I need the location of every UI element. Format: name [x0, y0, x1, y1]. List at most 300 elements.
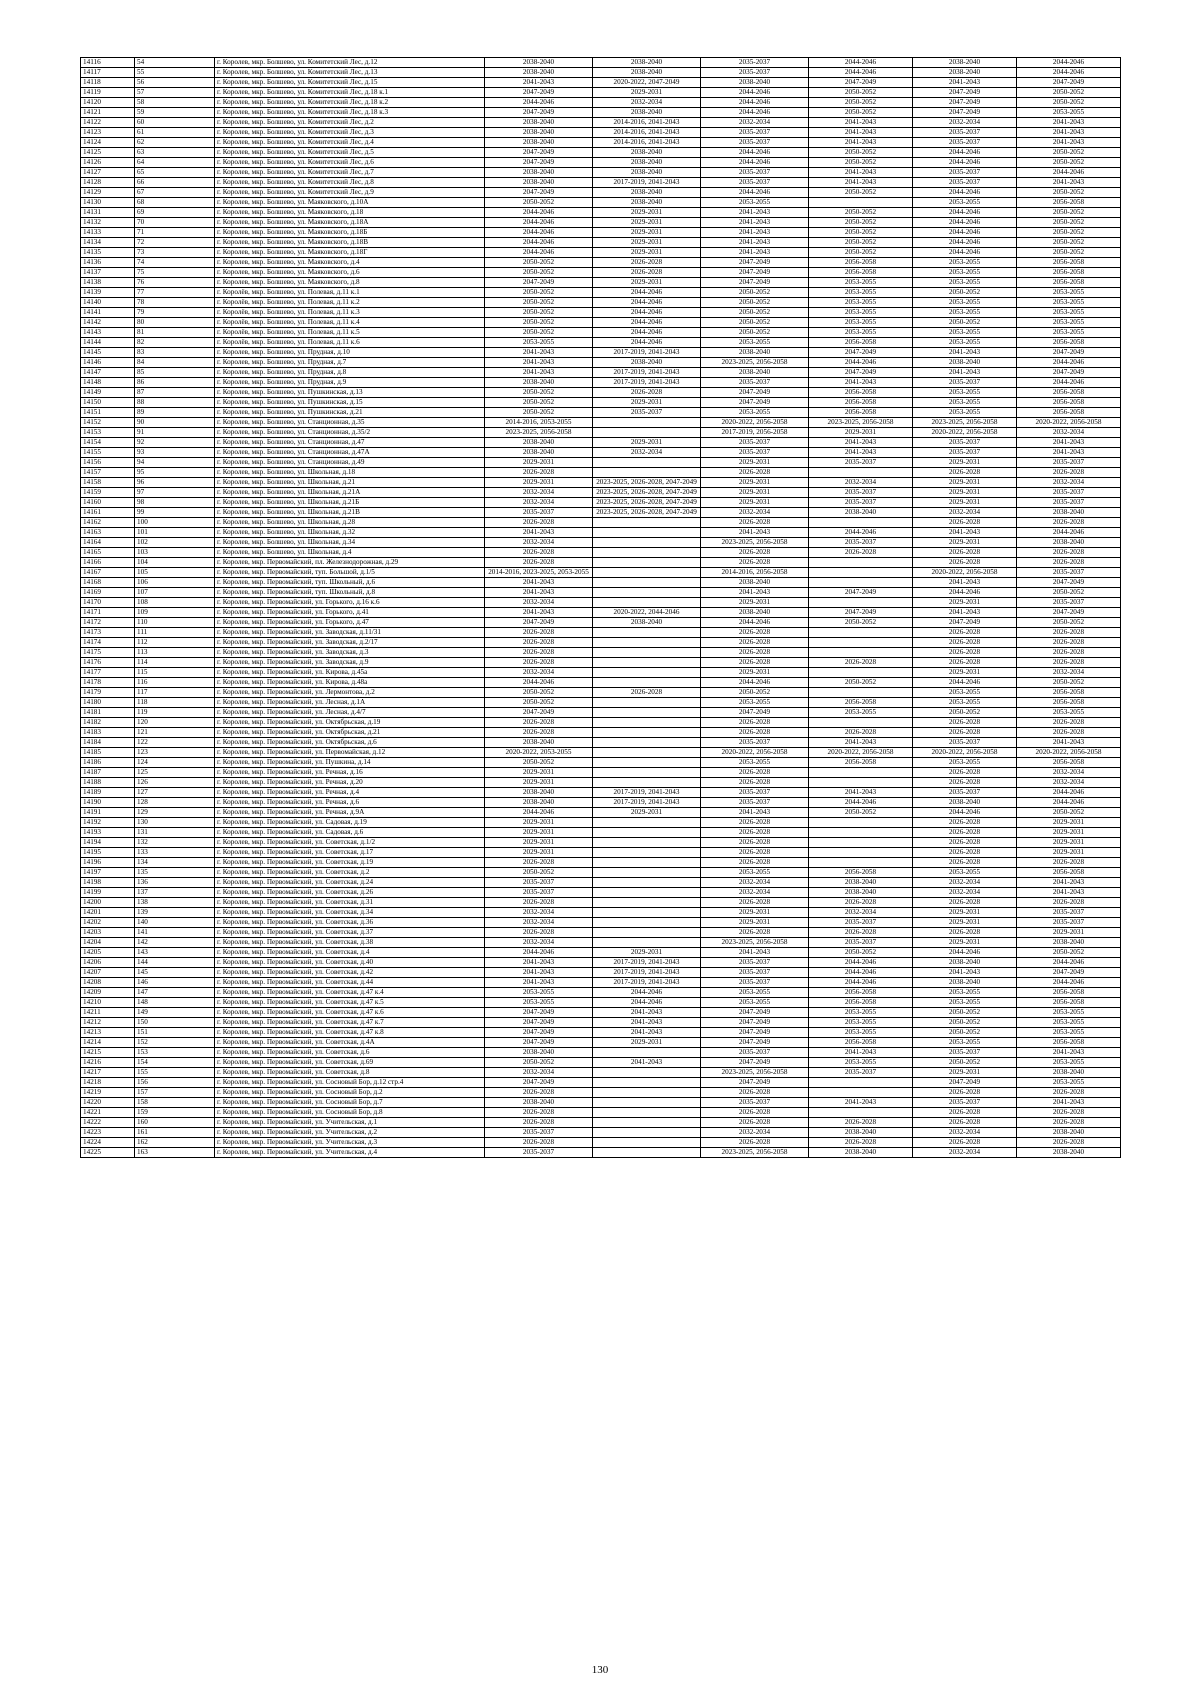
- table-row: [81, 1008, 1121, 1018]
- schedule-table-container: [80, 57, 1120, 1158]
- cell-period-4: 2050-2052: [809, 228, 913, 238]
- table-row: [81, 758, 1121, 768]
- cell-period-1: 2044-2046: [485, 98, 593, 108]
- cell-period-3: 2041-2043: [701, 528, 809, 538]
- cell-seq-no: 110: [135, 618, 215, 628]
- cell-period-1: 2047-2049: [485, 88, 593, 98]
- cell-period-2: 2014-2016, 2041-2043: [593, 138, 701, 148]
- cell-seq-no: 70: [135, 218, 215, 228]
- cell-period-5: 2032-2034: [913, 878, 1017, 888]
- table-row: [81, 578, 1121, 588]
- cell-period-5: 2044-2046: [913, 218, 1017, 228]
- cell-seq-no: 76: [135, 278, 215, 288]
- cell-period-3: 2053-2055: [701, 338, 809, 348]
- table-row: [81, 848, 1121, 858]
- cell-period-3: 2026-2028: [701, 648, 809, 658]
- table-row: [81, 178, 1121, 188]
- cell-period-2: 2017-2019, 2041-2043: [593, 788, 701, 798]
- cell-address: г. Королёв, мкр. Болшево, ул. Полевая, д.11 к.6: [215, 338, 485, 348]
- cell-period-3: 2020-2022, 2056-2058: [701, 418, 809, 428]
- cell-period-5: 2038-2040: [913, 798, 1017, 808]
- cell-address: г. Королев, мкр. Болшево, ул. Станционная, д.49: [215, 458, 485, 468]
- cell-address: г. Королев, мкр. Первомайский, ул. Советская, д.1/2: [215, 838, 485, 848]
- cell-row-id: 14178: [81, 678, 135, 688]
- cell-period-6: 2056-2058: [1017, 758, 1121, 768]
- cell-period-2: 2035-2037: [593, 408, 701, 418]
- cell-period-2: [593, 1148, 701, 1158]
- cell-period-3: 2044-2046: [701, 148, 809, 158]
- cell-period-3: 2035-2037: [701, 968, 809, 978]
- cell-seq-no: 155: [135, 1068, 215, 1078]
- cell-row-id: 14146: [81, 358, 135, 368]
- cell-period-6: 2053-2055: [1017, 318, 1121, 328]
- cell-seq-no: 135: [135, 868, 215, 878]
- cell-period-1: 2041-2043: [485, 348, 593, 358]
- cell-seq-no: 151: [135, 1028, 215, 1038]
- cell-address: г. Королев, мкр. Первомайский, ул. Советская, д.4А: [215, 1038, 485, 1048]
- cell-period-4: 2026-2028: [809, 928, 913, 938]
- table-row: [81, 598, 1121, 608]
- cell-row-id: 14206: [81, 958, 135, 968]
- cell-period-6: 2047-2049: [1017, 578, 1121, 588]
- cell-period-2: [593, 648, 701, 658]
- cell-period-3: 2029-2031: [701, 498, 809, 508]
- cell-period-1: 2050-2052: [485, 1058, 593, 1068]
- table-row: [81, 388, 1121, 398]
- cell-period-3: 2050-2052: [701, 318, 809, 328]
- cell-period-5: 2029-2031: [913, 1068, 1017, 1078]
- cell-seq-no: 97: [135, 488, 215, 498]
- cell-period-5: 2026-2028: [913, 828, 1017, 838]
- cell-seq-no: 75: [135, 268, 215, 278]
- cell-period-1: 2038-2040: [485, 138, 593, 148]
- cell-period-6: 2029-2031: [1017, 818, 1121, 828]
- cell-period-2: [593, 1078, 701, 1088]
- cell-period-4: 2032-2034: [809, 908, 913, 918]
- cell-period-1: 2038-2040: [485, 788, 593, 798]
- cell-row-id: 14189: [81, 788, 135, 798]
- cell-period-2: [593, 638, 701, 648]
- cell-seq-no: 158: [135, 1098, 215, 1108]
- table-row: [81, 98, 1121, 108]
- cell-period-6: 2053-2055: [1017, 298, 1121, 308]
- cell-period-2: 2014-2016, 2041-2043: [593, 118, 701, 128]
- cell-period-6: 2056-2058: [1017, 698, 1121, 708]
- cell-period-6: 2038-2040: [1017, 508, 1121, 518]
- cell-period-1: 2026-2028: [485, 1108, 593, 1118]
- cell-row-id: 14203: [81, 928, 135, 938]
- cell-seq-no: 163: [135, 1148, 215, 1158]
- cell-period-2: [593, 868, 701, 878]
- table-row: [81, 928, 1121, 938]
- table-row: [81, 1078, 1121, 1088]
- cell-period-3: 2026-2028: [701, 1108, 809, 1118]
- cell-period-3: 2044-2046: [701, 108, 809, 118]
- table-row: [81, 1048, 1121, 1058]
- cell-period-4: [809, 568, 913, 578]
- cell-period-5: 2044-2046: [913, 208, 1017, 218]
- cell-period-3: 2026-2028: [701, 1118, 809, 1128]
- cell-address: г. Королев, мкр. Первомайский, пл. Железнодорожная, д.29: [215, 558, 485, 568]
- cell-address: г. Королев, мкр. Первомайский, ул. Пушкина, д.14: [215, 758, 485, 768]
- table-row: [81, 288, 1121, 298]
- cell-period-3: 2053-2055: [701, 408, 809, 418]
- cell-period-6: 2026-2028: [1017, 628, 1121, 638]
- cell-period-5: 2038-2040: [913, 358, 1017, 368]
- cell-period-1: 2038-2040: [485, 1048, 593, 1058]
- cell-period-4: 2047-2049: [809, 588, 913, 598]
- cell-seq-no: 141: [135, 928, 215, 938]
- cell-address: г. Королев, мкр. Первомайский, ул. Советская, д.44: [215, 978, 485, 988]
- cell-period-5: 2044-2046: [913, 148, 1017, 158]
- cell-seq-no: 68: [135, 198, 215, 208]
- table-row: [81, 728, 1121, 738]
- cell-period-5: 2053-2055: [913, 268, 1017, 278]
- cell-period-4: [809, 468, 913, 478]
- cell-period-3: 2035-2037: [701, 128, 809, 138]
- cell-seq-no: 56: [135, 78, 215, 88]
- cell-period-2: [593, 518, 701, 528]
- cell-row-id: 14152: [81, 418, 135, 428]
- cell-seq-no: 127: [135, 788, 215, 798]
- cell-address: г. Королев, мкр. Первомайский, ул. Садовая, д.19: [215, 818, 485, 828]
- cell-period-4: 2050-2052: [809, 158, 913, 168]
- cell-row-id: 14151: [81, 408, 135, 418]
- cell-period-4: 2050-2052: [809, 148, 913, 158]
- cell-period-5: 2026-2028: [913, 628, 1017, 638]
- cell-period-1: 2035-2037: [485, 888, 593, 898]
- cell-period-5: 2026-2028: [913, 818, 1017, 828]
- cell-period-1: 2053-2055: [485, 998, 593, 1008]
- cell-period-3: 2023-2025, 2056-2058: [701, 938, 809, 948]
- cell-period-1: 2032-2034: [485, 908, 593, 918]
- cell-period-6: 2053-2055: [1017, 1008, 1121, 1018]
- cell-address: г. Королев, мкр. Болшево, ул. Комитетский Лес, д.7: [215, 168, 485, 178]
- cell-period-6: 2050-2052: [1017, 808, 1121, 818]
- cell-period-1: 2047-2049: [485, 618, 593, 628]
- cell-period-1: 2044-2046: [485, 678, 593, 688]
- cell-period-4: 2044-2046: [809, 528, 913, 538]
- cell-period-5: 2053-2055: [913, 388, 1017, 398]
- cell-period-2: 2014-2016, 2041-2043: [593, 128, 701, 138]
- cell-period-1: 2038-2040: [485, 1098, 593, 1108]
- cell-period-2: 2044-2046: [593, 998, 701, 1008]
- cell-period-2: [593, 828, 701, 838]
- cell-row-id: 14139: [81, 288, 135, 298]
- cell-period-3: 2032-2034: [701, 118, 809, 128]
- cell-period-3: 2026-2028: [701, 838, 809, 848]
- cell-row-id: 14149: [81, 388, 135, 398]
- cell-period-1: 2026-2028: [485, 718, 593, 728]
- cell-period-2: 2017-2019, 2041-2043: [593, 348, 701, 358]
- cell-address: г. Королев, мкр. Первомайский, ул. Кирова, д.48а: [215, 678, 485, 688]
- table-row: [81, 798, 1121, 808]
- cell-period-5: 2029-2031: [913, 918, 1017, 928]
- table-row: [81, 888, 1121, 898]
- cell-period-4: 2041-2043: [809, 128, 913, 138]
- cell-period-2: 2023-2025, 2026-2028, 2047-2049: [593, 488, 701, 498]
- cell-seq-no: 160: [135, 1118, 215, 1128]
- cell-period-1: 2035-2037: [485, 1128, 593, 1138]
- cell-period-1: 2050-2052: [485, 398, 593, 408]
- cell-seq-no: 153: [135, 1048, 215, 1058]
- cell-seq-no: 121: [135, 728, 215, 738]
- cell-seq-no: 142: [135, 938, 215, 948]
- cell-period-5: 2053-2055: [913, 298, 1017, 308]
- cell-row-id: 14122: [81, 118, 135, 128]
- cell-period-4: 2044-2046: [809, 978, 913, 988]
- cell-period-4: [809, 558, 913, 568]
- cell-period-5: 2050-2052: [913, 318, 1017, 328]
- cell-seq-no: 120: [135, 718, 215, 728]
- cell-period-4: 2053-2055: [809, 1028, 913, 1038]
- cell-address: г. Королев, мкр. Болшево, ул. Прудная, д.7: [215, 358, 485, 368]
- cell-address: г. Королев, мкр. Первомайский, ул. Горького, д.41: [215, 608, 485, 618]
- table-row: [81, 118, 1121, 128]
- cell-row-id: 14216: [81, 1058, 135, 1068]
- cell-period-4: 2050-2052: [809, 808, 913, 818]
- cell-address: г. Королев, мкр. Первомайский, ул. Советская, д.26: [215, 888, 485, 898]
- cell-period-4: 2050-2052: [809, 208, 913, 218]
- cell-period-3: 2026-2028: [701, 818, 809, 828]
- cell-period-6: 2041-2043: [1017, 1048, 1121, 1058]
- cell-period-6: 2056-2058: [1017, 988, 1121, 998]
- cell-period-2: [593, 558, 701, 568]
- cell-period-1: 2041-2043: [485, 588, 593, 598]
- table-row: [81, 78, 1121, 88]
- table-row: [81, 428, 1121, 438]
- cell-period-5: 2041-2043: [913, 968, 1017, 978]
- cell-seq-no: 112: [135, 638, 215, 648]
- cell-row-id: 14196: [81, 858, 135, 868]
- cell-period-5: 2029-2031: [913, 668, 1017, 678]
- cell-period-1: 2041-2043: [485, 78, 593, 88]
- cell-period-5: 2044-2046: [913, 248, 1017, 258]
- cell-period-2: [593, 588, 701, 598]
- cell-address: г. Королев, мкр. Первомайский, ул. Советская, д.2: [215, 868, 485, 878]
- cell-period-3: 2029-2031: [701, 458, 809, 468]
- cell-address: г. Королев, мкр. Болшево, ул. Маяковского, д.18А: [215, 218, 485, 228]
- cell-period-2: 2023-2025, 2026-2028, 2047-2049: [593, 478, 701, 488]
- cell-seq-no: 147: [135, 988, 215, 998]
- cell-period-3: 2035-2037: [701, 168, 809, 178]
- cell-row-id: 14185: [81, 748, 135, 758]
- cell-period-3: 2041-2043: [701, 948, 809, 958]
- table-row: [81, 748, 1121, 758]
- cell-period-3: 2035-2037: [701, 178, 809, 188]
- cell-row-id: 14168: [81, 578, 135, 588]
- cell-period-6: 2053-2055: [1017, 308, 1121, 318]
- cell-period-1: 2026-2028: [485, 1138, 593, 1148]
- cell-period-4: [809, 578, 913, 588]
- cell-period-1: 2029-2031: [485, 838, 593, 848]
- cell-seq-no: 152: [135, 1038, 215, 1048]
- cell-row-id: 14164: [81, 538, 135, 548]
- cell-period-2: [593, 1048, 701, 1058]
- cell-period-4: 2020-2022, 2056-2058: [809, 748, 913, 758]
- cell-period-4: 2041-2043: [809, 178, 913, 188]
- cell-period-2: 2038-2040: [593, 158, 701, 168]
- cell-row-id: 14136: [81, 258, 135, 268]
- cell-address: г. Королев, мкр. Болшево, ул. Прудная, д.8: [215, 368, 485, 378]
- cell-period-4: 2056-2058: [809, 408, 913, 418]
- cell-period-5: 2050-2052: [913, 288, 1017, 298]
- cell-period-6: 2026-2028: [1017, 858, 1121, 868]
- cell-seq-no: 72: [135, 238, 215, 248]
- cell-period-4: 2041-2043: [809, 118, 913, 128]
- cell-period-5: 2026-2028: [913, 928, 1017, 938]
- table-row: [81, 1108, 1121, 1118]
- cell-period-1: 2041-2043: [485, 528, 593, 538]
- table-row: [81, 998, 1121, 1008]
- cell-period-4: 2035-2037: [809, 498, 913, 508]
- table-row: [81, 658, 1121, 668]
- cell-period-3: 2029-2031: [701, 478, 809, 488]
- cell-address: г. Королев, мкр. Болшево, ул. Маяковского, д.18: [215, 208, 485, 218]
- cell-period-5: 2026-2028: [913, 658, 1017, 668]
- cell-address: г. Королев, мкр. Болшево, ул. Маяковского, д.10А: [215, 198, 485, 208]
- cell-period-6: 2053-2055: [1017, 1028, 1121, 1038]
- cell-row-id: 14175: [81, 648, 135, 658]
- cell-period-3: 2053-2055: [701, 698, 809, 708]
- cell-period-1: 2047-2049: [485, 188, 593, 198]
- cell-row-id: 14222: [81, 1118, 135, 1128]
- cell-period-5: 2050-2052: [913, 1058, 1017, 1068]
- cell-period-6: 2026-2028: [1017, 518, 1121, 528]
- cell-period-4: 2056-2058: [809, 868, 913, 878]
- cell-period-5: 2050-2052: [913, 1008, 1017, 1018]
- cell-period-6: 2044-2046: [1017, 68, 1121, 78]
- cell-address: г. Королёв, мкр. Болшево, ул. Полевая, д.11 к.2: [215, 298, 485, 308]
- cell-period-4: 2026-2028: [809, 548, 913, 558]
- cell-period-5: 2032-2034: [913, 1148, 1017, 1158]
- cell-seq-no: 80: [135, 318, 215, 328]
- cell-period-6: 2050-2052: [1017, 948, 1121, 958]
- cell-period-6: 2050-2052: [1017, 678, 1121, 688]
- cell-address: г. Королев, мкр. Болшево, ул. Комитетский Лес, д.12: [215, 58, 485, 68]
- cell-row-id: 14157: [81, 468, 135, 478]
- cell-address: г. Королев, мкр. Болшево, ул. Комитетский Лес, д.2: [215, 118, 485, 128]
- schedule-table: [80, 57, 1121, 1158]
- cell-period-3: 2035-2037: [701, 378, 809, 388]
- page-number: 130: [591, 1664, 609, 1676]
- cell-period-5: 2044-2046: [913, 238, 1017, 248]
- cell-address: г. Королев, мкр. Первомайский, ул. Советская, д.19: [215, 858, 485, 868]
- cell-period-3: 2017-2019, 2056-2058: [701, 428, 809, 438]
- cell-period-1: 2038-2040: [485, 118, 593, 128]
- cell-period-4: [809, 848, 913, 858]
- cell-address: г. Королев, мкр. Болшево, ул. Комитетский Лес, д.18 к.1: [215, 88, 485, 98]
- cell-row-id: 14116: [81, 58, 135, 68]
- cell-period-2: 2038-2040: [593, 58, 701, 68]
- cell-row-id: 14199: [81, 888, 135, 898]
- cell-period-6: 2050-2052: [1017, 88, 1121, 98]
- cell-seq-no: 58: [135, 98, 215, 108]
- table-row: [81, 978, 1121, 988]
- cell-period-5: 2053-2055: [913, 398, 1017, 408]
- cell-period-2: 2020-2022, 2044-2046: [593, 608, 701, 618]
- cell-period-6: 2050-2052: [1017, 238, 1121, 248]
- cell-period-4: [809, 1078, 913, 1088]
- cell-period-3: 2035-2037: [701, 58, 809, 68]
- cell-period-1: 2032-2034: [485, 938, 593, 948]
- cell-row-id: 14123: [81, 128, 135, 138]
- cell-period-6: 2053-2055: [1017, 328, 1121, 338]
- cell-period-2: [593, 418, 701, 428]
- cell-seq-no: 162: [135, 1138, 215, 1148]
- table-row: [81, 478, 1121, 488]
- cell-period-2: 2044-2046: [593, 288, 701, 298]
- cell-row-id: 14148: [81, 378, 135, 388]
- cell-seq-no: 65: [135, 168, 215, 178]
- cell-row-id: 14154: [81, 438, 135, 448]
- cell-row-id: 14198: [81, 878, 135, 888]
- cell-address: г. Королев, мкр. Болшево, ул. Школьная, д.34: [215, 538, 485, 548]
- cell-period-1: 2026-2028: [485, 858, 593, 868]
- cell-period-1: 2029-2031: [485, 478, 593, 488]
- cell-address: г. Королев, мкр. Первомайский, ул. Октябрьская, д.19: [215, 718, 485, 728]
- table-row: [81, 208, 1121, 218]
- table-row: [81, 408, 1121, 418]
- cell-period-1: 2032-2034: [485, 498, 593, 508]
- cell-seq-no: 86: [135, 378, 215, 388]
- cell-period-3: 2014-2016, 2056-2058: [701, 568, 809, 578]
- cell-period-5: 2038-2040: [913, 58, 1017, 68]
- cell-period-5: 2035-2037: [913, 788, 1017, 798]
- cell-seq-no: 64: [135, 158, 215, 168]
- cell-period-2: [593, 728, 701, 738]
- cell-period-6: 2032-2034: [1017, 428, 1121, 438]
- table-row: [81, 468, 1121, 478]
- cell-period-3: 2047-2049: [701, 278, 809, 288]
- cell-period-3: 2026-2028: [701, 468, 809, 478]
- cell-period-2: [593, 898, 701, 908]
- cell-period-4: 2038-2040: [809, 508, 913, 518]
- table-row: [81, 308, 1121, 318]
- cell-address: г. Королев, мкр. Первомайский, ул. Учительская, д.2: [215, 1128, 485, 1138]
- cell-period-2: [593, 838, 701, 848]
- cell-period-5: 2053-2055: [913, 988, 1017, 998]
- cell-period-3: 2047-2049: [701, 1028, 809, 1038]
- cell-seq-no: 118: [135, 698, 215, 708]
- cell-period-6: 2056-2058: [1017, 278, 1121, 288]
- cell-period-4: 2026-2028: [809, 1138, 913, 1148]
- cell-period-3: 2035-2037: [701, 1048, 809, 1058]
- cell-seq-no: 69: [135, 208, 215, 218]
- cell-address: г. Королев, мкр. Первомайский, ул. Советская, д.4: [215, 948, 485, 958]
- cell-period-1: 2044-2046: [485, 948, 593, 958]
- cell-row-id: 14205: [81, 948, 135, 958]
- cell-period-3: 2044-2046: [701, 158, 809, 168]
- table-row: [81, 138, 1121, 148]
- cell-period-6: 2047-2049: [1017, 968, 1121, 978]
- cell-row-id: 14188: [81, 778, 135, 788]
- table-row: [81, 508, 1121, 518]
- cell-period-6: 2053-2055: [1017, 108, 1121, 118]
- cell-period-3: 2023-2025, 2056-2058: [701, 358, 809, 368]
- cell-address: г. Королев, мкр. Болшево, ул. Маяковского, д.4: [215, 258, 485, 268]
- cell-period-3: 2026-2028: [701, 928, 809, 938]
- cell-period-1: 2038-2040: [485, 68, 593, 78]
- cell-address: г. Королев, мкр. Болшево, ул. Маяковского, д.18В: [215, 238, 485, 248]
- table-row: [81, 218, 1121, 228]
- cell-period-3: 2035-2037: [701, 738, 809, 748]
- cell-address: г. Королев, мкр. Болшево, ул. Школьная, д.28: [215, 518, 485, 528]
- cell-period-1: 2053-2055: [485, 988, 593, 998]
- cell-period-2: [593, 1098, 701, 1108]
- cell-seq-no: 77: [135, 288, 215, 298]
- table-row: [81, 1128, 1121, 1138]
